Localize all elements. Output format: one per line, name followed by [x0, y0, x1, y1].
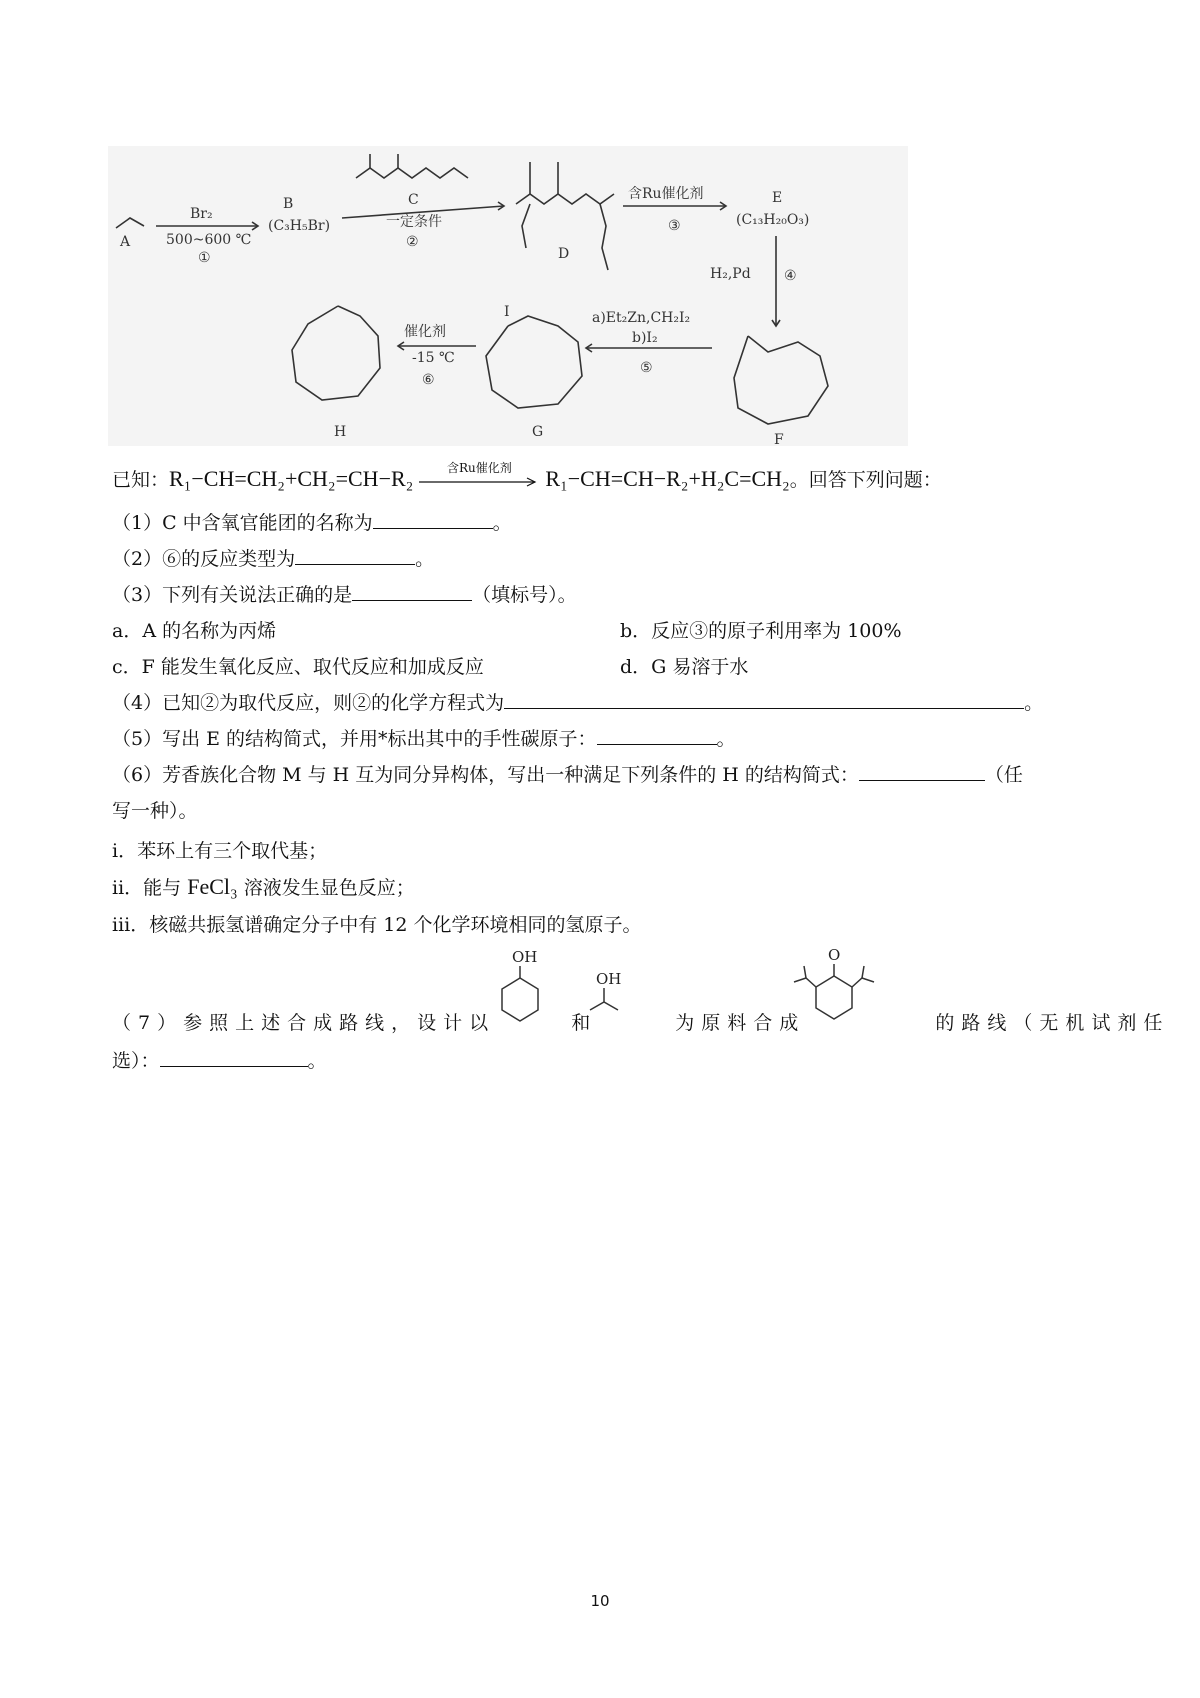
question-3 [112, 582, 577, 608]
condition-6: -15 ℃ [412, 350, 455, 366]
label-d: D [558, 246, 570, 262]
q6-text: （6）芳香族化合物 M 与 H 互为同分异构体，写出一种满足下列条件的 H 的结构简式： [112, 764, 859, 786]
o-label: O [828, 946, 841, 964]
reagent-6: 催化剂 [404, 324, 446, 340]
q4-answer-blank[interactable] [504, 690, 1024, 709]
page-number: 10 [590, 1592, 610, 1610]
known-arrow [419, 461, 539, 491]
question-5 [112, 726, 736, 752]
formula-e: (C₁₃H₂₀O₃) [736, 212, 810, 228]
reagent-1: Br₂ [190, 206, 213, 222]
q5-end: 。 [716, 728, 736, 750]
question-2 [112, 546, 434, 572]
option-b: b．反应③的原子利用率为 100% [620, 620, 902, 642]
known-lhs: R₁−CH=CH₂+CH₂=CH−R₂ [169, 466, 414, 491]
option-d: d．G 易溶于水 [620, 656, 749, 678]
q2-text: （2）⑥的反应类型为 [112, 548, 296, 570]
label-g: G [532, 424, 544, 440]
q7-line2-text: 选）： [112, 1050, 160, 1072]
q4-end: 。 [1024, 692, 1044, 714]
q6-answer-blank[interactable] [859, 762, 985, 781]
option-a: a．A 的名称为丙烯 [112, 620, 277, 642]
reagent-4: H₂,Pd [710, 266, 751, 282]
known-prefix: 已知： [112, 469, 170, 491]
q7-end: 。 [307, 1050, 327, 1072]
question-6-line2: 写一种）。 [112, 800, 198, 822]
label-h: H [334, 424, 347, 440]
known-reaction [112, 461, 942, 493]
q1-end: 。 [492, 512, 512, 534]
step-4: ④ [784, 268, 797, 284]
q1-answer-blank[interactable] [373, 510, 493, 529]
question-4 [112, 690, 1043, 716]
oh-label-2: OH [596, 970, 622, 988]
label-c: C [408, 192, 419, 208]
condition-iii: ⅲ．核磁共振氢谱确定分子中有 12 个化学环境相同的氢原子。 [112, 914, 642, 936]
step-6: ⑥ [422, 372, 435, 388]
q7-part2: 和 [571, 1012, 598, 1034]
question-6 [112, 762, 1023, 788]
question-7-line2 [112, 1048, 327, 1074]
reagent-5b: b)I₂ [632, 330, 658, 346]
known-rhs: R₁−CH=CH−R₂+H₂C=CH₂ [545, 466, 790, 491]
formula-b: (C₃H₅Br) [268, 218, 331, 234]
oh-label-1: OH [512, 948, 538, 966]
option-c: c．F 能发生氧化反应、取代反应和加成反应 [112, 656, 484, 678]
q7-answer-blank[interactable] [160, 1048, 308, 1067]
q7-part3: 为原料合成 [675, 1012, 806, 1034]
step-3: ③ [668, 218, 681, 234]
reagent-5a: a)Et₂Zn,CH₂I₂ [592, 310, 691, 326]
q7-part4: 的路线（无机试剂任 [935, 1012, 1170, 1034]
reaction-scheme [108, 146, 908, 446]
known-suffix: 。回答下列问题： [789, 469, 942, 491]
step-5: ⑤ [640, 360, 653, 376]
question-7 [112, 1010, 1169, 1036]
q3-end: （填标号）。 [472, 584, 577, 606]
step-2: ② [406, 234, 419, 250]
iodine-label: I [504, 304, 510, 320]
label-b: B [283, 196, 294, 212]
reaction-scheme-drawing [108, 146, 908, 446]
q4-text: （4）已知②为取代反应，则②的化学方程式为 [112, 692, 505, 714]
reagent-3: 含Ru催化剂 [628, 186, 704, 202]
q5-text: （5）写出 E 的结构简式，并用*标出其中的手性碳原子： [112, 728, 597, 750]
cond-ii-post: 溶液发生显色反应； [237, 877, 415, 899]
step-1: ① [198, 250, 211, 266]
label-e: E [772, 190, 783, 206]
label-f: F [774, 432, 784, 446]
cond-ii-pre: ⅱ．能与 [112, 877, 188, 899]
condition-i: ⅰ．苯环上有三个取代基； [112, 840, 328, 862]
q1-text: （1）C 中含氧官能团的名称为 [112, 512, 373, 534]
condition-ii [112, 874, 415, 901]
known-arrow-label: 含Ru催化剂 [446, 461, 512, 475]
q2-end: 。 [415, 548, 435, 570]
q6-end: （任 [984, 764, 1023, 786]
condition-1: 500~600 ℃ [166, 232, 252, 248]
fecl3-formula: FeCl₃ [187, 874, 238, 899]
q7-part1: （7）参照上述合成路线，设计以 [112, 1012, 496, 1034]
condition-2: 一定条件 [386, 214, 442, 230]
q2-answer-blank[interactable] [295, 546, 415, 565]
label-a: A [120, 234, 131, 250]
q3-text: （3）下列有关说法正确的是 [112, 584, 353, 606]
q5-answer-blank[interactable] [597, 726, 717, 745]
q3-answer-blank[interactable] [352, 582, 472, 601]
question-1 [112, 510, 512, 536]
